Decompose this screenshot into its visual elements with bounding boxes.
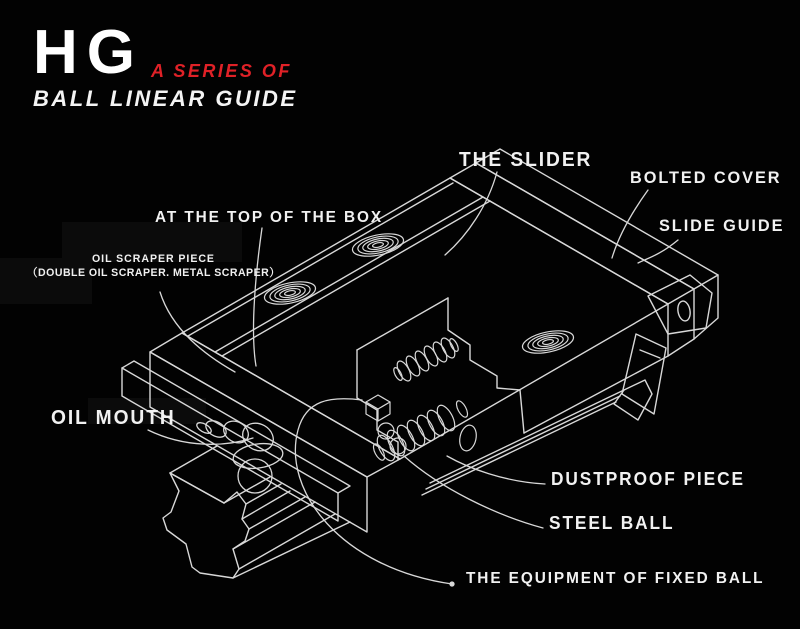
brand-title: HG xyxy=(33,18,144,87)
mounting-holes-drawing xyxy=(262,230,575,453)
side-hole xyxy=(457,424,478,453)
rail-end-cut xyxy=(614,380,652,420)
ball-retainer-shape xyxy=(366,395,390,409)
leader-oil-scraper xyxy=(160,292,235,372)
leader-top-of-box xyxy=(254,228,262,366)
leader-slide-guide xyxy=(638,240,678,263)
label-equipment-of-fixed-ball: THE EQUIPMENT OF FIXED BALL xyxy=(466,570,765,587)
label-the-slider: THE SLIDER xyxy=(459,149,593,171)
label-steel-ball: STEEL BALL xyxy=(549,513,675,533)
label-bolted-cover: BOLTED COVER xyxy=(630,168,782,187)
label-oil-scraper-piece: OIL SCRAPER PIECE xyxy=(92,253,215,265)
end-pieces-drawing xyxy=(450,149,718,414)
end-cap-drawing xyxy=(122,333,400,532)
label-oil-mouth: OIL MOUTH xyxy=(51,407,176,429)
label-top-of-box: AT THE TOP OF THE BOX xyxy=(155,209,384,226)
steel-ball-shape xyxy=(378,423,394,439)
product-title: BALL LINEAR GUIDE xyxy=(33,86,298,111)
label-slide-guide: SLIDE GUIDE xyxy=(659,216,785,235)
leader-the-slider xyxy=(445,172,497,255)
ball-chain-drawing xyxy=(366,336,470,463)
label-oil-scraper-detail: （DOUBLE OIL SCRAPER. METAL SCRAPER） xyxy=(27,267,281,279)
series-tagline: A SERIES OF xyxy=(151,61,292,81)
label-dustproof-piece: DUSTPROOF PIECE xyxy=(551,469,745,489)
lower-tab xyxy=(622,334,666,414)
